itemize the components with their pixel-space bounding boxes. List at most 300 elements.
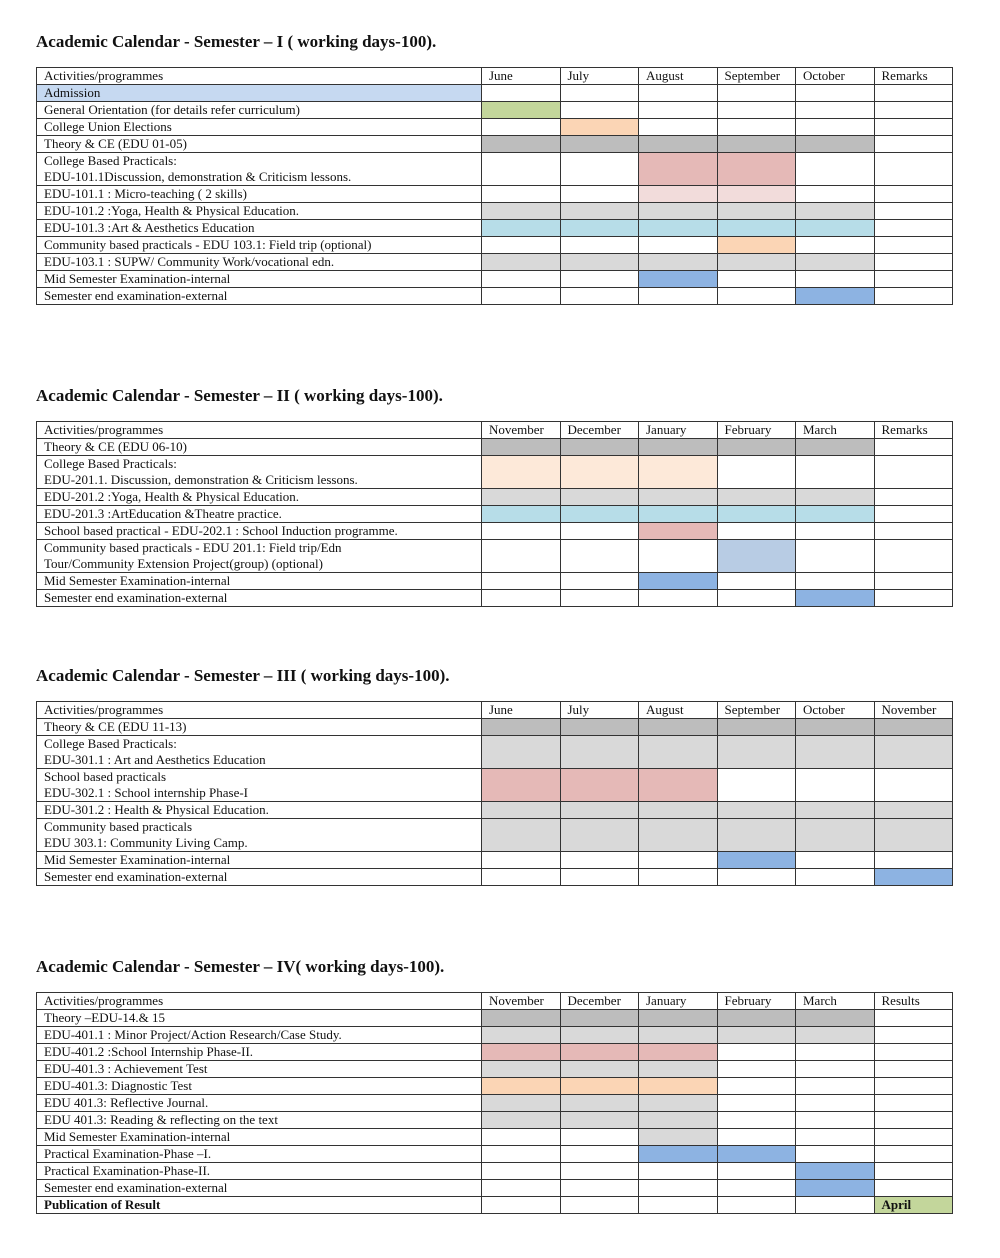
schedule-cell (639, 1146, 718, 1163)
activity-text: Mid Semester Examination-internal (44, 271, 231, 286)
schedule-cell (874, 220, 953, 237)
schedule-cell (717, 1010, 796, 1027)
month-header: November (482, 993, 561, 1010)
schedule-cell (560, 506, 639, 523)
schedule-cell (482, 769, 561, 802)
schedule-cell (482, 523, 561, 540)
activity-label (37, 220, 482, 237)
schedule-cell (717, 456, 796, 489)
schedule-cell (796, 852, 875, 869)
schedule-cell (717, 254, 796, 271)
schedule-cell (874, 1061, 953, 1078)
activity-text: General Orientation (for details refer curriculum) (44, 102, 300, 117)
schedule-cell (874, 456, 953, 489)
schedule-cell (717, 573, 796, 590)
section-title: Academic Calendar - Semester – IV( working days-100). (36, 957, 445, 976)
schedule-cell (482, 1095, 561, 1112)
activity-text: EDU-401.3: Diagnostic Test (44, 1078, 192, 1093)
schedule-cell (874, 1129, 953, 1146)
month-header: September (717, 702, 796, 719)
schedule-cell (796, 1010, 875, 1027)
schedule-cell (482, 1180, 561, 1197)
schedule-cell (560, 1146, 639, 1163)
activity-label (37, 1163, 482, 1180)
activity-text: EDU-401.3 : Achievement Test (44, 1061, 208, 1076)
activity-label (37, 1180, 482, 1197)
activity-text: EDU-301.2 : Health & Physical Education. (44, 802, 269, 817)
activity-row (37, 254, 953, 271)
month-header: February (717, 993, 796, 1010)
schedule-cell (639, 203, 718, 220)
header-row (37, 702, 953, 719)
activity-text: College Based Practicals: (44, 456, 177, 471)
activity-text: Community based practicals - EDU 103.1: Field trip (optional) (44, 237, 372, 252)
schedule-cell (560, 153, 639, 186)
schedule-cell (717, 203, 796, 220)
schedule-cell (874, 271, 953, 288)
activity-row (37, 769, 953, 802)
schedule-cell (560, 540, 639, 573)
schedule-cell (482, 203, 561, 220)
schedule-cell (874, 254, 953, 271)
activities-header: Activities/programmes (37, 993, 482, 1010)
activity-row (37, 1180, 953, 1197)
activity-label (37, 802, 482, 819)
schedule-cell (796, 573, 875, 590)
activity-label (37, 1010, 482, 1027)
activity-text: Practical Examination-Phase –I. (44, 1146, 212, 1161)
activity-row (37, 203, 953, 220)
activity-label (37, 852, 482, 869)
activity-text: School based practical - EDU-202.1 : School Induction programme. (44, 523, 398, 538)
activity-text: College Union Elections (44, 119, 172, 134)
schedule-cell (717, 153, 796, 186)
activity-label (37, 769, 482, 802)
activity-label (37, 1129, 482, 1146)
schedule-cell (482, 237, 561, 254)
activity-text: EDU-101.2 :Yoga, Health & Physical Education. (44, 203, 300, 218)
schedule-cell (717, 1197, 796, 1214)
schedule-cell (874, 153, 953, 186)
semester-section-2 (36, 386, 952, 605)
activity-text: Mid Semester Examination-internal (44, 1129, 231, 1144)
schedule-cell (560, 1112, 639, 1129)
schedule-cell (560, 220, 639, 237)
activity-row (37, 1163, 953, 1180)
schedule-cell (482, 102, 561, 119)
schedule-cell (796, 203, 875, 220)
schedule-cell (560, 1061, 639, 1078)
activity-row (37, 736, 953, 769)
schedule-cell (796, 1180, 875, 1197)
activity-row (37, 136, 953, 153)
activity-label (37, 719, 482, 736)
schedule-cell (717, 523, 796, 540)
month-header: October (796, 68, 875, 85)
schedule-cell (482, 1163, 561, 1180)
schedule-cell (560, 271, 639, 288)
activity-row (37, 869, 953, 886)
schedule-cell (874, 1027, 953, 1044)
schedule-cell (717, 1078, 796, 1095)
schedule-cell (482, 1112, 561, 1129)
schedule-cell (796, 1027, 875, 1044)
schedule-cell (874, 852, 953, 869)
schedule-cell (796, 1095, 875, 1112)
schedule-cell (717, 540, 796, 573)
schedule-cell (639, 489, 718, 506)
schedule-cell (796, 220, 875, 237)
schedule-cell (639, 237, 718, 254)
schedule-cell (796, 590, 875, 607)
activity-row (37, 1197, 953, 1214)
schedule-cell (560, 1129, 639, 1146)
schedule-cell (560, 254, 639, 271)
schedule-cell (717, 1061, 796, 1078)
month-header: March (796, 422, 875, 439)
schedule-cell (482, 153, 561, 186)
activity-text: Theory & CE (EDU 01-05) (44, 136, 187, 151)
month-header: January (639, 422, 718, 439)
activity-label (37, 271, 482, 288)
schedule-cell (560, 869, 639, 886)
schedule-cell (560, 590, 639, 607)
schedule-cell (482, 489, 561, 506)
activity-row (37, 573, 953, 590)
activity-text: EDU-301.1 : Art and Aesthetics Education (44, 752, 266, 767)
schedule-cell (796, 802, 875, 819)
month-header: July (560, 702, 639, 719)
schedule-cell (874, 237, 953, 254)
month-header: August (639, 68, 718, 85)
activity-text: Semester end examination-external (44, 1180, 228, 1195)
schedule-cell (796, 186, 875, 203)
schedule-cell (639, 540, 718, 573)
schedule-cell (482, 1061, 561, 1078)
schedule-cell (874, 102, 953, 119)
schedule-cell (717, 439, 796, 456)
activity-row (37, 1112, 953, 1129)
schedule-cell (717, 1027, 796, 1044)
activity-text: EDU 401.3: Reflective Journal. (44, 1095, 209, 1110)
activity-label (37, 590, 482, 607)
schedule-cell (639, 1095, 718, 1112)
schedule-cell (796, 288, 875, 305)
schedule-cell (796, 102, 875, 119)
schedule-cell (796, 736, 875, 769)
schedule-cell (717, 119, 796, 136)
activity-row (37, 119, 953, 136)
activity-label (37, 136, 482, 153)
activity-text: Theory & CE (EDU 06-10) (44, 439, 187, 454)
schedule-cell (560, 136, 639, 153)
activity-row (37, 1061, 953, 1078)
activity-row (37, 802, 953, 819)
schedule-cell (874, 540, 953, 573)
schedule-cell (560, 1044, 639, 1061)
schedule-cell (560, 102, 639, 119)
schedule-cell (639, 852, 718, 869)
schedule-cell (874, 136, 953, 153)
activity-row (37, 1095, 953, 1112)
schedule-cell (560, 1180, 639, 1197)
schedule-cell (639, 456, 718, 489)
schedule-cell (560, 1197, 639, 1214)
activity-row (37, 456, 953, 489)
schedule-cell (874, 1095, 953, 1112)
schedule-cell (560, 573, 639, 590)
schedule-cell (639, 769, 718, 802)
activities-header: Activities/programmes (37, 68, 482, 85)
activity-row (37, 590, 953, 607)
section-title: Academic Calendar - Semester – III ( working days-100). (36, 666, 450, 685)
schedule-cell (874, 573, 953, 590)
schedule-cell (717, 1163, 796, 1180)
schedule-cell (639, 1078, 718, 1095)
schedule-cell (796, 1112, 875, 1129)
schedule-cell (482, 802, 561, 819)
activity-label (37, 254, 482, 271)
schedule-cell (874, 439, 953, 456)
schedule-cell (560, 852, 639, 869)
schedule-cell (796, 85, 875, 102)
activity-label (37, 237, 482, 254)
activity-label (37, 1061, 482, 1078)
schedule-cell (796, 1044, 875, 1061)
month-header: September (717, 68, 796, 85)
schedule-cell (560, 456, 639, 489)
schedule-cell (874, 719, 953, 736)
schedule-cell (717, 136, 796, 153)
schedule-cell (482, 1044, 561, 1061)
schedule-cell (482, 819, 561, 852)
activity-label (37, 456, 482, 489)
schedule-cell (874, 869, 953, 886)
activity-text: Practical Examination-Phase-II. (44, 1163, 211, 1178)
activity-row (37, 719, 953, 736)
activity-row (37, 271, 953, 288)
schedule-cell (482, 1027, 561, 1044)
activity-text: EDU-103.1 : SUPW/ Community Work/vocational edn. (44, 254, 335, 269)
schedule-cell (796, 439, 875, 456)
activity-text: Theory & CE (EDU 11-13) (44, 719, 187, 734)
schedule-cell (717, 869, 796, 886)
activity-label (37, 439, 482, 456)
schedule-cell (717, 1180, 796, 1197)
month-header: July (560, 68, 639, 85)
activity-row (37, 1027, 953, 1044)
schedule-cell (796, 506, 875, 523)
schedule-cell (796, 119, 875, 136)
activity-text: College Based Practicals: (44, 736, 177, 751)
schedule-cell (874, 736, 953, 769)
schedule-cell (482, 1146, 561, 1163)
semester-section-3 (36, 666, 952, 884)
section-title: Academic Calendar - Semester – I ( working days-100). (36, 32, 437, 51)
schedule-cell (639, 819, 718, 852)
activity-label (37, 288, 482, 305)
schedule-cell (482, 439, 561, 456)
schedule-cell (560, 1095, 639, 1112)
schedule-cell (717, 85, 796, 102)
schedule-cell (717, 271, 796, 288)
schedule-cell (482, 271, 561, 288)
schedule-cell (560, 1010, 639, 1027)
schedule-cell (560, 489, 639, 506)
schedule-cell (796, 1129, 875, 1146)
schedule-cell (874, 802, 953, 819)
schedule-cell (482, 119, 561, 136)
activity-text: EDU-101.1 : Micro-teaching ( 2 skills) (44, 186, 247, 201)
month-header: March (796, 993, 875, 1010)
schedule-cell (639, 186, 718, 203)
activity-text: Semester end examination-external (44, 288, 228, 303)
schedule-cell (874, 288, 953, 305)
activity-row (37, 153, 953, 186)
schedule-cell (560, 819, 639, 852)
schedule-cell (874, 819, 953, 852)
schedule-cell (874, 1180, 953, 1197)
month-header: June (482, 68, 561, 85)
activity-text: EDU-401.2 :School Internship Phase-II. (44, 1044, 254, 1059)
schedule-cell (796, 271, 875, 288)
schedule-cell (874, 769, 953, 802)
activity-row (37, 523, 953, 540)
activity-text: EDU 303.1: Community Living Camp. (44, 835, 248, 850)
activity-label (37, 186, 482, 203)
schedule-cell (560, 119, 639, 136)
schedule-cell (482, 573, 561, 590)
header-row (37, 993, 953, 1010)
month-header: October (796, 702, 875, 719)
schedule-cell (639, 102, 718, 119)
schedule-cell (717, 1129, 796, 1146)
activity-text: EDU-201.1. Discussion, demonstration & Criticism lessons. (44, 472, 358, 487)
activities-header: Activities/programmes (37, 702, 482, 719)
activity-text: EDU-201.2 :Yoga, Health & Physical Education. (44, 489, 300, 504)
month-header: February (717, 422, 796, 439)
schedule-cell (874, 203, 953, 220)
schedule-cell (560, 523, 639, 540)
month-header: June (482, 702, 561, 719)
activity-label (37, 102, 482, 119)
schedule-cell (717, 719, 796, 736)
month-header: Remarks (874, 422, 953, 439)
schedule-cell (717, 1095, 796, 1112)
schedule-cell (639, 1112, 718, 1129)
activity-text: Tour/Community Extension Project(group) (optional) (44, 556, 323, 571)
activity-label (37, 119, 482, 136)
schedule-cell (639, 288, 718, 305)
schedule-cell (796, 1078, 875, 1095)
activity-text: College Based Practicals: (44, 153, 177, 168)
schedule-cell (482, 506, 561, 523)
schedule-cell (874, 1112, 953, 1129)
activity-row (37, 1146, 953, 1163)
activity-row (37, 102, 953, 119)
activity-label (37, 573, 482, 590)
semester-section-1 (36, 32, 952, 303)
schedule-cell (560, 736, 639, 769)
schedule-cell (796, 540, 875, 573)
schedule-cell (796, 153, 875, 186)
schedule-cell (482, 1129, 561, 1146)
activity-label (37, 489, 482, 506)
activity-row (37, 186, 953, 203)
calendar-table (36, 67, 953, 305)
schedule-cell (717, 288, 796, 305)
schedule-cell (717, 237, 796, 254)
schedule-cell (639, 869, 718, 886)
schedule-cell (796, 1146, 875, 1163)
activity-text: EDU-401.1 : Minor Project/Action Research/Case Study. (44, 1027, 342, 1042)
schedule-cell (482, 1197, 561, 1214)
activity-row (37, 1129, 953, 1146)
activity-row (37, 1078, 953, 1095)
schedule-cell (796, 489, 875, 506)
schedule-cell (560, 769, 639, 802)
month-header: December (560, 422, 639, 439)
schedule-cell (717, 852, 796, 869)
activity-label (37, 819, 482, 852)
activity-text: EDU-101.1Discussion, demonstration & Criticism lessons. (44, 169, 352, 184)
schedule-cell (796, 1163, 875, 1180)
activity-label (37, 869, 482, 886)
schedule-cell (874, 506, 953, 523)
schedule-cell (796, 237, 875, 254)
schedule-cell (717, 102, 796, 119)
schedule-cell (717, 220, 796, 237)
schedule-cell (639, 736, 718, 769)
schedule-cell (717, 802, 796, 819)
schedule-cell (639, 1180, 718, 1197)
calendar-table (36, 701, 953, 886)
activity-label (37, 85, 482, 102)
month-header: December (560, 993, 639, 1010)
schedule-cell (639, 1061, 718, 1078)
schedule-cell (639, 153, 718, 186)
activity-text: EDU-201.3 :ArtEducation &Theatre practice. (44, 506, 282, 521)
semester-section-4 (36, 957, 952, 1212)
activity-label (37, 1146, 482, 1163)
activity-label (37, 540, 482, 573)
schedule-cell (482, 254, 561, 271)
activity-text: Mid Semester Examination-internal (44, 573, 231, 588)
schedule-cell (874, 1146, 953, 1163)
activity-row (37, 819, 953, 852)
schedule-cell (796, 869, 875, 886)
activity-label (37, 1112, 482, 1129)
schedule-cell (874, 523, 953, 540)
schedule-cell (796, 1197, 875, 1214)
activity-row (37, 85, 953, 102)
activity-row (37, 237, 953, 254)
schedule-cell (482, 456, 561, 489)
schedule-cell: April (874, 1197, 953, 1214)
schedule-cell (717, 1112, 796, 1129)
schedule-cell (717, 819, 796, 852)
schedule-cell (482, 1010, 561, 1027)
schedule-cell (874, 85, 953, 102)
schedule-cell (560, 288, 639, 305)
activity-label (37, 1197, 482, 1214)
schedule-cell (639, 1044, 718, 1061)
schedule-cell (482, 869, 561, 886)
schedule-cell (796, 136, 875, 153)
activity-row (37, 220, 953, 237)
schedule-cell (796, 1061, 875, 1078)
activity-text: Community based practicals (44, 819, 193, 834)
